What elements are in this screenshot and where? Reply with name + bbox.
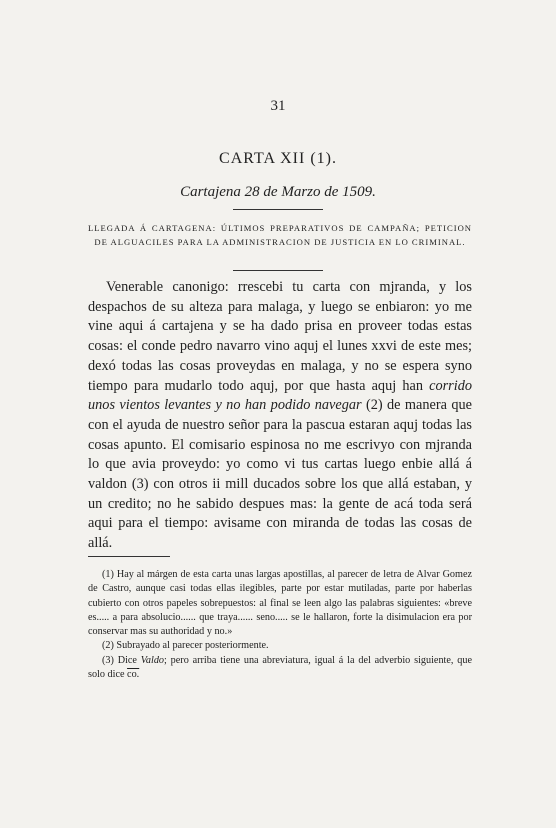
letter-summary: LLEGADA Á CARTAGENA: ÚLTIMOS PREPARATIVOS DE CAMPAÑA; PETICION DE ALGUACILES PARA LA ADMINISTRACION DE JUSTICIA EN LO CRIMINAL. (88, 223, 472, 247)
body-italic-phrase: corrido unos vientos levantes y no han podido navegar (88, 377, 472, 414)
footnote-rule (88, 556, 170, 557)
body-paragraph (88, 278, 472, 554)
footnotes (88, 568, 472, 682)
page-number: 31 (270, 98, 286, 114)
footnote-3-italic: Valdo (140, 654, 165, 666)
footnote-3-text-a: (3) Dice (102, 654, 137, 666)
dateline: Cartajena 28 de Marzo de 1509. (180, 184, 376, 200)
title-rule (233, 209, 323, 210)
letter-title: CARTA XII (1). (219, 150, 337, 167)
footnote-3 (88, 654, 472, 683)
footnote-2: (2) Subrayado al parecer posteriormente. (102, 640, 269, 652)
letter-body (88, 278, 472, 554)
footnote-3-text-b: ; pero arriba tiene una abreviatura, igual á la del adverbio siguiente, que solo dice (88, 654, 472, 681)
footnote-3-end: co. (127, 669, 140, 681)
footnote-1: (1) Hay al márgen de esta carta unas largas apostillas, al parecer de letra de Alvar Gomez de Castro, aunque casi todas ellas ilegibles, parte por estar mutiladas, parte por haberlas cubierto con otros papeles sobrepuestos: al final se leen algo las palabras siguientes: «breve es..... a para absolucio...... que traya...... seno..... se le hallaron, forte la disimulacion era por conservar mas su authoridad y no.» (88, 569, 472, 638)
body-text-1: Venerable canonigo: rrescebi tu carta con mjranda, y los despachos de su alteza para malaga, y luego se enbiaron: yo me vine aqui á cartajena y se ha dado prisa en proveer todas estas cosas: el conde pedro navarro vino aquj el lunes xxvi de este mes; dexó todas las cosas proveydas en malaga, y no se espera syno tiempo para mudarlo todo aquj, por que hasta aquj han (88, 279, 472, 394)
summary-rule (233, 270, 323, 271)
body-text-2: (2) de manera que con el ayuda de nuestro señor para la pascua estaran aquj todas las cosas apunto. El comisario espinosa no me escrivyo con mjranda lo que avia proveydo: yo como vi tus cartas luego enbie allá á valdon (3) con otros ii mill ducados sobre los que allá estaban, y un credito; no he sabido despues mas: la gente de acá toda será aqui para el tiempo: avisame con miranda de todas las cosas de allá. (88, 397, 472, 552)
